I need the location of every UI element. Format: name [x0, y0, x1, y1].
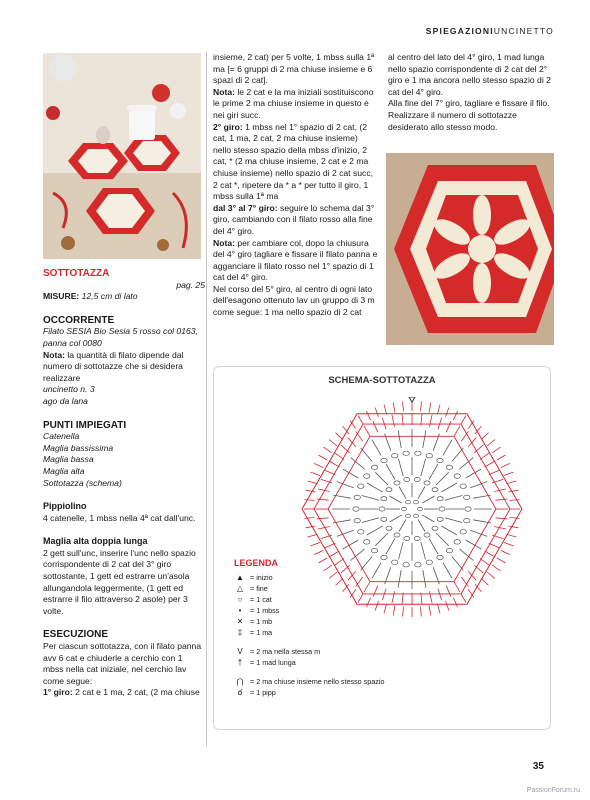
dc-stitch [367, 526, 383, 535]
legend-text: = 1 ma [250, 628, 273, 637]
red-dc-stitch [311, 543, 320, 546]
round5-text: Nel corso del 5° giro, al centro di ogni lato dell'esagono ottenuto lav un gruppo di 3 m come segue: 1 ma nello spazio di 2 cat [213, 283, 375, 318]
chain-stitch [464, 495, 470, 499]
materials-note [43, 350, 205, 385]
red-dc-stitch [497, 455, 506, 460]
chain-stitch [415, 451, 421, 455]
section-header-bold: SPIEGAZIONI [425, 26, 494, 36]
single-crochet-icon: ✕ [236, 617, 244, 626]
round3-7-body: seguire lo schema dal 3° giro, cambiando con il filato rosso alla fine del 4° giro. [213, 202, 375, 236]
dc-stitch [418, 519, 425, 531]
round2-label: 2° giro: [213, 121, 243, 132]
dc-stitch [443, 563, 452, 579]
project-title: SOTTOTAZZA [43, 268, 110, 279]
long-tr-text: 2 gett sull'unc, inserire l'unc nello spazio corrispondente di 2 cat del 3° giro sottostante, 1 gett ed estrarre un'asola allungandola leggermente, (1 gett ed estrarre il filo attraverso 2 asole) per 3 volte. [43, 547, 196, 616]
chain-stitch [353, 507, 359, 511]
legend-row [234, 605, 384, 616]
red-dc-stitch [485, 461, 495, 467]
legend-text: = 1 mad lunga [250, 658, 296, 667]
red-dc-stitch [306, 490, 316, 492]
legend-text: = fine [250, 584, 268, 593]
red-dc-stitch [504, 543, 513, 546]
dc-stitch [375, 472, 388, 485]
red-dc-stitch [429, 606, 431, 616]
dc-stitch [386, 464, 395, 480]
size-value: 12,5 cm di lato [79, 291, 138, 302]
legend-row [234, 572, 384, 583]
chain-stitch [386, 526, 392, 530]
dc-stitch [445, 518, 462, 523]
dc-stitch [390, 496, 402, 503]
note-3-label: Nota: [213, 237, 235, 248]
chain-stitch [415, 562, 421, 566]
red-dc-stitch [501, 463, 510, 467]
dc-stitch [423, 570, 426, 588]
red-dc-stitch [308, 481, 318, 484]
chain-stitch [432, 488, 438, 492]
dc-stitch [470, 482, 487, 488]
materials-heading: OCCORRENTE [43, 314, 115, 326]
chain-stitch [406, 514, 411, 518]
double-crochet-icon: ‡ [237, 628, 243, 637]
dc-stitch [399, 487, 406, 499]
chain-stitch [404, 536, 410, 540]
chain-stitch [392, 453, 398, 457]
finish-text: Alla fine del 7° giro, tagliare e fissare il filo. [388, 98, 550, 109]
dc-stitch [375, 533, 388, 546]
red-dc-stitch [366, 411, 370, 420]
red-dc-stitch [501, 550, 510, 554]
chain-stitch [364, 474, 370, 478]
section-header-rest: UNCINETTO [493, 26, 554, 36]
picot-icon: ఠ [237, 688, 243, 697]
red-dc-stitch [461, 577, 468, 587]
stitches-heading: PUNTI IMPIEGATI [43, 419, 127, 431]
start-triangle-icon: ▲ [236, 573, 244, 582]
chain-stitch [392, 560, 398, 564]
dc-stitch [399, 459, 404, 476]
red-dc-stitch [481, 578, 488, 585]
chain-stitch [460, 530, 466, 534]
chain-stitch [406, 500, 411, 504]
red-dc-stitch [492, 565, 500, 571]
chain-stitch [460, 484, 466, 488]
legend-row [234, 616, 384, 627]
red-dc-stitch [480, 558, 490, 565]
dc-stitch [399, 542, 404, 559]
red-dc-stitch [358, 416, 363, 425]
column-left [43, 268, 205, 699]
chain-stitch [426, 453, 432, 457]
stitch-item: Maglia bassissima [43, 442, 114, 453]
dc-stitch [362, 496, 379, 501]
red-dc-stitch [446, 408, 449, 417]
red-dc-stitch [487, 440, 495, 446]
dc-stitch [418, 487, 425, 499]
note-3-text: per cambiare col, dopo la chiusura del 4° giro tagliare e fissare il filato panna e agganciare il filato rosso nel 1° spazio di 1 cat del 4° giro. [213, 237, 378, 283]
red-dc-stitch [336, 433, 343, 440]
chain-stitch [358, 484, 364, 488]
red-dc-stitch [324, 447, 332, 453]
red-dc-stitch [504, 472, 513, 475]
dc-stitch [337, 482, 354, 488]
column-right [388, 52, 558, 133]
dc-stitch [421, 542, 426, 559]
chain-stitch [386, 488, 392, 492]
legend-text: = 1 mb [250, 617, 273, 626]
red-dc-stitch [429, 403, 431, 413]
red-dc-stitch [507, 534, 517, 537]
note-2-text: le 2 cat e la ma iniziali sostituiscono le prime 2 ma chiuse insieme in questo e nei giri succ. [213, 86, 374, 120]
red-dc-stitch [364, 426, 370, 436]
red-dc-stitch [446, 601, 449, 610]
dc-stitch [399, 519, 406, 531]
chain-stitch [402, 507, 407, 511]
chain-stitch [439, 507, 445, 511]
legend-row [234, 594, 384, 605]
picot-heading: Pippiolino [43, 501, 87, 512]
red-dc-stitch [485, 551, 495, 557]
chain-stitch [404, 477, 410, 481]
dc-stitch [460, 458, 474, 470]
dc-stitch [337, 530, 354, 536]
red-dc-stitch [437, 604, 440, 614]
red-dc-stitch [334, 453, 344, 460]
dc-stitch [470, 530, 487, 536]
end-triangle-icon: △ [236, 584, 244, 593]
red-dc-stitch [446, 421, 451, 432]
execution-heading: ESECUZIONE [43, 629, 109, 641]
round1-continued: insieme, 2 cat) per 5 volte, 1 mbss sulla 1ª ma [= 6 gruppi di 2 ma chiuse insieme e 6 spazi di 2 cat]. [213, 52, 375, 86]
materials-hook: uncinetto n. 3 [43, 384, 95, 395]
red-dc-stitch [304, 500, 314, 501]
red-dc-stitch [430, 591, 433, 603]
red-dc-stitch [393, 606, 395, 616]
materials-needle: ago da lana [43, 395, 88, 406]
red-dc-stitch [454, 582, 460, 592]
dc-stitch [441, 526, 457, 535]
red-dc-stitch [437, 405, 440, 415]
note-2-label: Nota: [213, 86, 235, 97]
stitch-item: Sottotazza (schema) [43, 477, 122, 488]
watermark: PassionForum.ru [526, 787, 580, 794]
red-dc-stitch [507, 481, 517, 484]
red-dc-stitch [319, 455, 328, 460]
red-dc-stitch [373, 421, 378, 432]
chain-stitch [418, 507, 423, 511]
red-dc-stitch [392, 591, 395, 603]
chain-stitch [414, 536, 420, 540]
legend-row [234, 646, 384, 657]
chart-legend [234, 558, 384, 698]
stitch-item: Catenella [43, 431, 80, 442]
chain-stitch [381, 458, 387, 462]
coasters-photo [43, 53, 201, 259]
red-dc-stitch [314, 463, 323, 467]
dc-stitch [429, 464, 438, 480]
crochet-chart-box [213, 366, 551, 730]
red-dc-stitch [421, 401, 422, 411]
legend-row [234, 583, 384, 594]
red-dc-stitch [453, 598, 457, 607]
red-dc-stitch [480, 453, 490, 460]
chain-stitch [403, 451, 409, 455]
long-tr-heading: Maglia alta doppia lunga [43, 536, 148, 547]
dc-stitch [351, 458, 365, 470]
red-dc-stitch [446, 586, 451, 597]
red-dc-stitch [356, 431, 363, 441]
red-dc-stitch [317, 518, 329, 519]
dc-stitch [436, 472, 449, 485]
red-dc-stitch [308, 534, 318, 537]
chain-stitch [381, 497, 387, 501]
legend-text: = inizio [250, 573, 273, 582]
section-header [426, 26, 554, 36]
red-dc-stitch [393, 403, 395, 413]
chain-stitch [381, 517, 387, 521]
column-middle [213, 52, 378, 319]
dc-stitch [422, 515, 434, 522]
red-dc-stitch [509, 490, 519, 492]
stitch-item: Maglia alta [43, 465, 85, 476]
dc-stitch [445, 496, 462, 501]
red-dc-stitch [304, 518, 314, 519]
red-dc-stitch [461, 594, 466, 603]
red-dc-stitch [403, 401, 404, 411]
chain-stitch [394, 481, 400, 485]
red-dc-stitch [329, 461, 339, 467]
chain-stitch [354, 495, 360, 499]
legend-text: = 1 cat [250, 595, 272, 604]
round1-text [43, 687, 205, 699]
dc-stitch [436, 533, 449, 546]
red-dc-stitch [382, 418, 386, 429]
dc-stitch [429, 538, 438, 554]
chain-stitch [414, 477, 420, 481]
chain-stitch [437, 497, 443, 501]
chain-stitch [414, 500, 419, 504]
end-marker [409, 397, 415, 402]
round2-text [213, 122, 378, 203]
chain-stitch [432, 526, 438, 530]
page-reference: pag. 25 [176, 279, 205, 290]
cluster-icon: ⋂ [236, 677, 244, 686]
dc-stitch [372, 440, 381, 456]
chain-stitch [464, 518, 470, 522]
execution-text: Per ciascun sottotazza, con il filato panna avv 6 cat e chiuderle a cerchio con 1 mbss nella cat iniziale, nel cerchio lav come segue: [43, 641, 202, 686]
red-dc-stitch [317, 499, 329, 500]
materials-yarn: Filato SESIA Bio Sesia 5 rosso col 0163, panna col 0080 [43, 326, 198, 348]
red-dc-stitch [329, 440, 337, 446]
chart-title: SCHEMA-SOTTOTAZZA [328, 375, 436, 386]
chain-stitch [358, 530, 364, 534]
red-dc-stitch [403, 607, 404, 617]
red-dc-stitch [454, 426, 460, 436]
dc-stitch [421, 459, 426, 476]
dc-stitch [441, 483, 457, 492]
dc-stitch [423, 430, 426, 448]
dc-stitch [460, 549, 474, 561]
chain-stitch [354, 518, 360, 522]
red-dc-stitch [492, 447, 500, 453]
slip-stitch-icon: • [238, 606, 242, 615]
coaster-closeup-photo [386, 153, 554, 345]
chain-stitch [454, 540, 460, 544]
chain-stitch [371, 465, 377, 469]
dc-stitch [386, 538, 395, 554]
chain-stitch [437, 458, 443, 462]
two-dc-same-icon: V [237, 647, 243, 656]
red-dc-stitch [510, 500, 520, 501]
red-dc-stitch [509, 526, 519, 528]
chain-stitch [465, 507, 471, 511]
legend-row [234, 657, 384, 668]
red-dc-stitch [496, 499, 508, 500]
chain-stitch [446, 548, 452, 552]
red-dc-stitch [384, 405, 387, 415]
dc-stitch [390, 515, 402, 522]
red-dc-stitch [497, 558, 506, 563]
legend-text: = 1 mbss [250, 606, 280, 615]
chain-stitch [454, 474, 460, 478]
chain-stitch [403, 562, 409, 566]
round1-body: 2 cat e 1 ma, 2 cat, (2 ma chiuse [72, 687, 200, 698]
red-dc-stitch [392, 415, 395, 427]
size-label: MISURE: [43, 291, 80, 302]
round1-label: 1° giro: [43, 687, 73, 698]
chain-stitch [424, 481, 430, 485]
red-dc-stitch [311, 472, 320, 475]
red-dc-stitch [461, 416, 466, 425]
round3-7-label: dal 3° al 7° giro: [213, 202, 278, 213]
red-dc-stitch [306, 526, 316, 528]
note-text: la quantità di filato dipende dal numero di sottotazze che si desidera realizzare [43, 349, 184, 383]
note-2 [213, 87, 378, 122]
chain-stitch [424, 533, 430, 537]
round3-7-text [213, 203, 378, 238]
chain-stitch [437, 555, 443, 559]
legend-row [234, 687, 384, 698]
legend-text: = 1 pipp [250, 688, 276, 697]
chain-stitch [364, 540, 370, 544]
long-tr-icon: † [237, 658, 243, 667]
column-divider [206, 52, 207, 746]
red-dc-stitch [487, 572, 495, 578]
chain-stitch [394, 533, 400, 537]
note-label: Nota: [43, 349, 65, 360]
repeat-text: Realizzare il numero di sottotazze desiderato allo stesso modo. [388, 109, 517, 132]
dc-stitch [422, 496, 434, 503]
red-dc-stitch [430, 415, 433, 427]
dc-stitch [362, 518, 379, 523]
red-dc-stitch [314, 550, 323, 554]
dc-stitch [398, 570, 401, 588]
legend-row [234, 676, 384, 687]
chain-stitch [426, 560, 432, 564]
round5-continued: al centro del lato del 4° giro, 1 mad lunga nello spazio corrispondente di 2 cat del 2° giro e 1 ma ancora nello stesso spazio di 2 cat del 4° giro. [388, 52, 551, 97]
legend-text: = 2 ma nella stessa m [250, 647, 321, 656]
red-dc-stitch [461, 431, 468, 441]
page-number: 35 [532, 761, 544, 772]
red-dc-stitch [453, 411, 457, 420]
chain-stitch [446, 465, 452, 469]
dc-stitch [367, 483, 383, 492]
red-dc-stitch [510, 518, 520, 519]
picot-text: 4 catenelle, 1 mbss nella 4ª cat dall'unc. [43, 512, 196, 523]
size-line [43, 291, 205, 303]
red-dc-stitch [329, 551, 339, 557]
legend-row [234, 627, 384, 638]
stitch-item: Maglia bassa [43, 454, 94, 465]
chain-stitch [437, 517, 443, 521]
red-dc-stitch [438, 589, 442, 600]
chain-icon: ○ [237, 595, 243, 604]
chain-stitch [371, 548, 377, 552]
legend-title: LEGENDA [234, 558, 279, 568]
red-dc-stitch [496, 518, 508, 519]
chain-stitch [414, 514, 419, 518]
red-dc-stitch [421, 607, 422, 617]
chain-stitch [379, 507, 385, 511]
note-3 [213, 238, 378, 284]
red-dc-stitch [375, 408, 378, 417]
round2-body: 1 mbss nel 1° spazio di 2 cat, (2 cat, 1 ma, 2 cat, 2 ma chiuse insieme) nello stesso spazio della mbss d'inizio, 2 cat, * (2 ma chiuse insieme, 2 cat e 2 ma chiuse insieme) nello spazio di 2 cat succ, 2 cat *, ripetere da * a * per tutto il giro, 1 mbss sulla 1ª ma [213, 121, 374, 202]
dc-stitch [398, 430, 401, 448]
red-dc-stitch [481, 433, 488, 440]
dc-stitch [443, 440, 452, 456]
red-dc-stitch [438, 418, 442, 429]
legend-text: = 2 ma chiuse insieme nello stesso spazio [250, 677, 385, 686]
